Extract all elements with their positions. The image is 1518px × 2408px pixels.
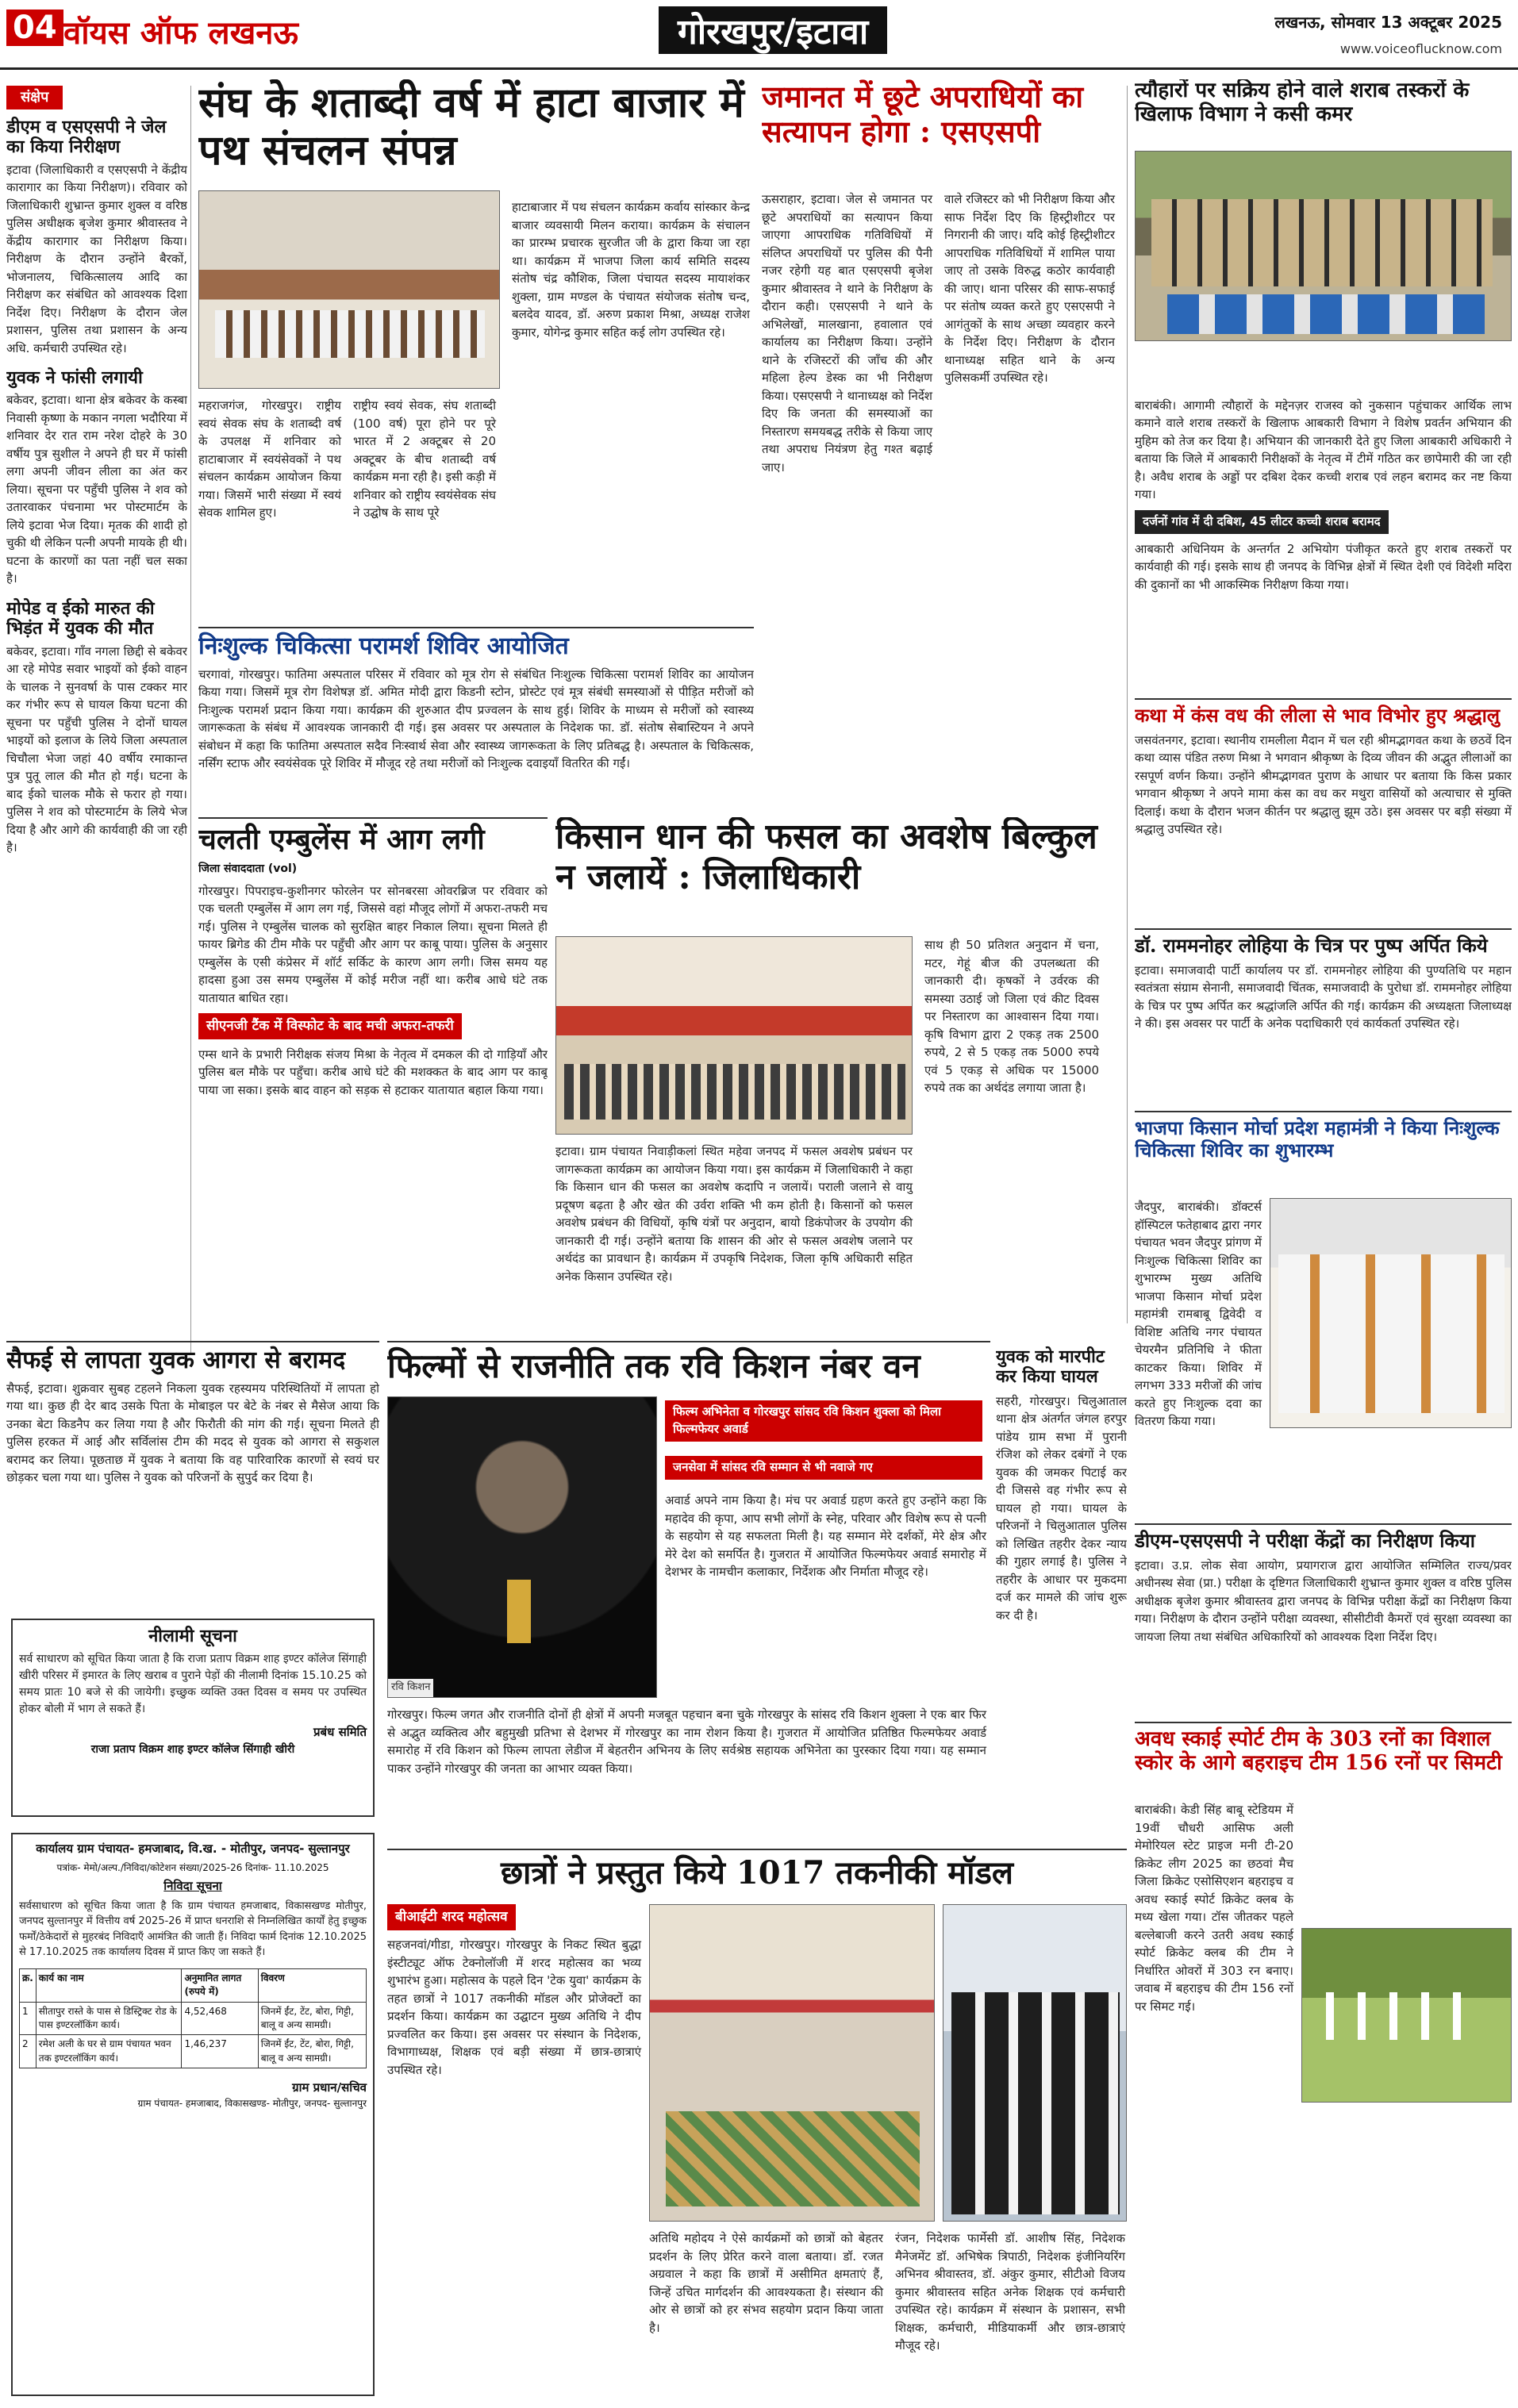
section-rule bbox=[1135, 928, 1512, 930]
farmers-meeting-photo bbox=[555, 936, 913, 1135]
table-row bbox=[20, 2002, 367, 2035]
bjp-headline: भाजपा किसान मोर्चा प्रदेश महामंत्री ने किया निःशुल्क चिकित्सा शिविर का शुभारम्भ bbox=[1135, 1116, 1500, 1162]
paper-name: वॉयस ऑफ लखनऊ bbox=[63, 14, 298, 52]
missing-youth-story bbox=[6, 1341, 379, 1611]
liquor-headline: त्यौहारों पर सक्रिय होने वाले शराब तस्करों के खिलाफ विभाग ने कसी कमर bbox=[1135, 79, 1470, 126]
section-rule bbox=[198, 817, 548, 819]
table-cell: 1,46,237 bbox=[182, 2035, 258, 2068]
ambulance-text: गोरखपुर। पिपराइच-कुशीनगर फोरलेन पर सोनबरसा ओवरब्रिज पर रविवार को एक चलती एम्बुलेंस में आग लग गई, जिससे वहां मौजूद लोगों में अफरा-तफरी मच गई। पुलिस ने एम्बुलेंस चालक को सुरक्षित बाहर निकाल लिया। सूचना मिलते ही फायर ब्रिगेड की टीम मौके पर पहुँची और आग पर काबू पाया। पुलिस के अनुसार एम्बुलेंस के एसी कंप्रेसर में शॉर्ट सर्किट के कारण आग लगी। जिस समय यह हादसा हुआ उस समय एम्बुलेंस में कोई मरीज नहीं था। करीब आधे घंटे तक यातायात बाधित रहा। bbox=[198, 883, 548, 1005]
section-rule bbox=[387, 1849, 1127, 1850]
bail-headline: जमानत में छूटे अपराधियों का सत्यापन होगा : एसएसपी bbox=[762, 79, 1084, 149]
table-cell: 4,52,468 bbox=[182, 2002, 258, 2035]
ravi-text: अवार्ड अपने नाम किया है। मंच पर अवार्ड ग्रहण करते हुए उन्होंने कहा कि महादेव की कृपा, आप सभी लोगों के स्नेह, परिवार और विशेष रूप से पत्नी के सहयोग से यह सफलता मिली है। यह सम्मान मेरे दर्शकों, मेरे क्षेत्र और मेरे देश को समर्पित है। गुजरात में आयोजित फिल्मफेयर अवार्ड समारोह में देशभर के नामचीन कलाकार, निर्देशक और निर्माता मौजूद रहे। bbox=[665, 1493, 986, 1579]
tender-office: कार्यालय ग्राम पंचायत- हमजाबाद, वि.ख. - मोतीपुर, जनपद- सुल्तानपुर bbox=[36, 1842, 350, 1856]
ravi-kishan-story bbox=[387, 1341, 990, 1841]
ravi-kishan-photo bbox=[387, 1396, 657, 1698]
liquor-text: आबकारी अधिनियम के अन्तर्गत 2 अभियोग पंजीकृत करते हुए शराब तस्करों पर कार्यवाही की गई। इसके साथ ही जनपद के विभिन्न क्षेत्रों में स्थित देशी एवं विदेशी मदिरा की दुकानों का भी आकस्मिक निरीक्षण किया गया। bbox=[1135, 541, 1512, 592]
inspection-text: इटावा। उ.प्र. लोक सेवा आयोग, प्रयागराज द्वारा आयोजित सम्मिलित राज्य/प्रवर अधीनस्थ सेवा (प्रा.) परीक्षा के दृष्टिगत जिलाधिकारी शुभ्रान्त कुमार शुक्ल व वरिष्ठ पुलिस अधीक्षक बृजेश कुमार श्रीवास्तव द्वारा जनपद के विभिन्न परीक्षा केंद्रों का निरीक्षण किया गया। निरीक्षण के दौरान उन्होंने परीक्षा व्यवस्था, सीसीटीवी कैमरों एवं सुरक्षा व्यवस्था का जायजा लिया तथा संबंधित अधिकारियों को आवश्यक दिशा निर्देश दिए। bbox=[1135, 1557, 1512, 1644]
lead-text: महराजगंज, गोरखपुर। राष्ट्रीय स्वयं सेवक संघ के शताब्दी वर्ष के उपलक्ष में शनिवार को हाटाबाजार में स्वयंसेवकों ने पथ संचलन कार्यक्रम आयोजन किया गया। जिसमें भारी संख्या में स्वयं सेवक शामिल हुए। bbox=[198, 398, 341, 520]
farmers-text: इटावा। ग्राम पंचायत निवाड़ीकलां स्थित महेवा जनपद में फसल अवशेष प्रबंधन पर जागरूकता कार्यक्रम का आयोजन किया गया। इस कार्यक्रम में जिलाधिकारी ने कहा कि किसान धान की फसल का अवशेष कदापि न जलायें। पराली जलाने से वायु प्रदूषण बढ़ता है और खेत की उर्वरा शक्ति भी कम होती है। किसानों को फसल अवशेष प्रबंधन की विधियों, कृषि यंत्रों पर अनुदान, बायो डिकंपोजर के उपयोग की जानकारी दी गई। उन्होंने बताया कि शासन की ओर से फसल अवशेष जलाने पर अर्थदंड का प्रावधान है। कार्यक्रम में उपकृषि निदेशक, जिला कृषि अधिकारी सहित अनेक किसान उपस्थित रहे। bbox=[555, 1144, 913, 1284]
faculty-group bbox=[951, 1992, 1120, 2214]
notice-title: नीलामी सूचना bbox=[148, 1626, 237, 1646]
bjp-text: जैदपुर, बाराबंकी। डॉक्टर्स हॉस्पिटल फतेहाबाद द्वारा नगर पंचायत भवन जैदपुर प्रांगण में निःशुल्क चिकित्सा शिविर का शुभारम्भ मुख्य अतिथि भाजपा किसान मोर्चा प्रदेश महामंत्री रामबाबू द्विवेदी व विशिष्ट अतिथि नगर पंचायत चेयरमैन प्रतिनिधि ने फीता काटकर किया। शिविर में लगभग 333 मरीजों की जांच करते हुए निःशुल्क दवा का वितरण किया गया। bbox=[1135, 1200, 1262, 1428]
camp-text: चरगावां, गोरखपुर। फातिमा अस्पताल परिसर में रविवार को मूत्र रोग से संबंधित निःशुल्क चिकित्सा परामर्श शिविर का आयोजन किया गया। जिसमें मूत्र रोग विशेषज्ञ डॉ. अमित मोदी द्वारा किडनी स्टोन, प्रोस्टेट एवं मूत्र संबंधी समस्याओं से पीड़ित मरीजों को निःशुल्क परामर्श प्रदान किया गया। कार्यक्रम की शुरुआत दीप प्रज्वलन के साथ हुई। शिविर के माध्यम से मरीजों को स्वास्थ्य जागरूकता के संबंध में आवश्यक जानकारी दी गई। इस अवसर पर अस्पताल के निदेशक फा. डॉ. संतोष सेबास्टियन ने अपने संबोधन में कहा कि फातिमा अस्पताल सदैव निःस्वार्थ सेवा और स्वास्थ्य जागरूकता के लिए प्रतिबद्ध है। अस्पताल के चिकित्सक, नर्सिंग स्टाफ और स्वयंसेवक पूरे शिविर में मौजूद रहे तथा मरीजों को निःशुल्क दवाइयाँ वितरित की गईं। bbox=[198, 666, 754, 770]
students-story bbox=[387, 1849, 1127, 2396]
students-headline: छात्रों ने प्रस्तुत किये 1017 तकनीकी मॉडल bbox=[500, 1854, 1014, 1891]
students-text: अतिथि महोदय ने ऐसे कार्यक्रमों को छात्रों को बेहतर प्रदर्शन के लिए प्रेरित करने वाला बताया। डॉ. रजत अग्रवाल ने कहा कि छात्रों में असीमित क्षमताएं हैं, जिन्हें उचित मार्गदर्शन की आवश्यकता है। संस्थान की ओर से छात्रों को हर संभव सहयोग प्रदान किया जाता है। bbox=[649, 2231, 883, 2335]
section-rule bbox=[1135, 698, 1512, 700]
cricket-story bbox=[1135, 1722, 1512, 2396]
column-divider bbox=[1127, 86, 1128, 1323]
kans-headline: कथा में कंस वध की लीला से भाव विभोर हुए श्रद्धालु bbox=[1135, 704, 1501, 727]
cricket-text: बाराबंकी। केडी सिंह बाबू स्टेडियम में 19वीं चौधरी आसिफ अली मेमोरियल स्टेट प्राइज मनी टी-20 क्रिकेट लीग 2025 का छठवां मैच जिला क्रिकेट एसोसिएशन बहराइच व अवध स्काई स्पोर्ट क्रिकेट क्लब के मध्य खेला गया। टॉस जीतकर पहले बल्लेबाजी करने उतरी अवध स्काई स्पोर्ट क्रिकेट क्लब की टीम ने निर्धारित ओवरों में 303 रन बनाए। जवाब में बहराइच की टीम 156 रनों पर सिमट गई। bbox=[1135, 1803, 1293, 2014]
column-divider bbox=[190, 86, 191, 1355]
marching-volunteers bbox=[215, 310, 485, 358]
dateline: लखनऊ, सोमवार 13 अक्टूबर 2025 bbox=[1274, 13, 1502, 32]
edition-title: गोरखपुर/इटावा bbox=[659, 6, 887, 54]
brief-text: बकेवर, इटावा। थाना क्षेत्र बकेवर के कस्बा निवासी कृष्णा के मकान नगला भदौरिया में शनिवार देर रात राम नरेश दोहरे के 30 वर्षीय पुत्र सुशील ने अपने ही घर में फांसी लगा अपनी जीवन लीला का अंत कर लिया। सूचना पर पहुँची पुलिस ने शव को उतारवाकर पंचनामा भर पोस्टमार्टम के लिये इटावा भेज दिया। मृतक की शादी हो चुकी थी लेकिन पत्नी अपनी मायके ही थी। घटना के कारणों का पता नहीं चल सका है। bbox=[6, 393, 187, 586]
farmers-story bbox=[555, 817, 1103, 1325]
inspection-headline: डीएम-एसएसपी ने परीक्षा केंद्रों का निरीक्षण किया bbox=[1135, 1529, 1475, 1552]
notice-org: राजा प्रताप विक्रम शाह इण्टर कॉलेज सिंगाही खीरी bbox=[90, 1743, 295, 1757]
website-link[interactable]: www.voiceoflucknow.com bbox=[1339, 41, 1502, 56]
notice-sign: प्रबंध समिति bbox=[313, 1725, 367, 1740]
table-cell: सीतापुर रास्ते के पास से डिस्ट्रिक्ट रोड के पास इण्टरलॉकिंग कार्य। bbox=[36, 2002, 182, 2035]
section-rule bbox=[6, 1341, 379, 1342]
table-cell: 2 bbox=[20, 2035, 37, 2068]
ravi-text: गोरखपुर। फिल्म जगत और राजनीति दोनों ही क्षेत्रों में अपनी मजबूत पहचान बना चुके गोरखपुर के सांसद रवि किशन शुक्ला ने एक बार फिर से अद्भुत व्यक्तित्व और बहुमुखी प्रतिभा से देशभर में गोरखपुर का नाम रोशन किया है। गुजरात में आयोजित प्रतिष्ठित फिल्मफेयर अवार्ड समारोह में रवि किशन को फिल्म लापता लेडीज में बेहतरीन अभिनय के लिए सर्वश्रेष्ठ सहायक अभिनेता का पुरस्कार दिया गया। यह सम्मान पाकर उन्होंने गोरखपुर की जनता का आभार व्यक्त किया। bbox=[387, 1707, 986, 1776]
liquor-subhead: दर्जनों गांव में दी दबिश, 45 लीटर कच्ची शराब बरामद bbox=[1135, 510, 1389, 534]
camp-headline: निःशुल्क चिकित्सा परामर्श शिविर आयोजित bbox=[198, 632, 569, 660]
bail-text: ऊसराहार, इटावा। जेल से जमानत पर छूटे अपराधियों का सत्यापन किया जाएगा आपराधिक गतिविधियों में संलिप्त अपराधियों पर पुलिस की पैनी नजर रहेगी यह बात एसएसपी बृजेश कुमार श्रीवास्तव ने थाने के निरीक्षण के दौरान कही। एसएसपी ने थाने के अभिलेखों, मालखाना, हवालात एवं कार्यालय का निरीक्षण किया। उन्होंने थाने के रजिस्टरों की जाँच की और महिला हेल्प डेस्क का भी निरीक्षण किया। एसएसपी ने थानाध्यक्ष को निर्देश दिए कि जनता की समस्याओं का निस्तारण समयबद्ध तरीके से किया जाए तथा अपराध नियंत्रण हेतु गश्त बढ़ाई जाए। bbox=[762, 192, 932, 474]
section-rule bbox=[1135, 1722, 1512, 1723]
section-rule bbox=[1135, 1523, 1512, 1525]
section-rule bbox=[387, 1341, 990, 1342]
lead-text: हाटाबाजार में पथ संचलन कार्यक्रम कर्वाय सांस्कार केन्द्र बाजार व्यवसायी मिलन कराया। कार्यक्रम के संचालन का प्रारम्भ प्रचारक सुरजीत जी के द्वारा किया जा रहा था। कार्यक्रम में भाजपा जिला कार्य समिति सदस्य संतोष चंद्र कौशिक, जिला पंचायत सदस्य मायाशंकर शुक्ला, ग्राम मण्डल के पंचायत संयोजक संतोष चन्द, बलदेव यादव, डॉ. अरुण प्रकाश मिश्रा, अध्यक्ष राजेश कुमार, योगेन्द्र कुमार सहित कई लोग उपस्थित रहे। bbox=[512, 200, 750, 340]
section-rule bbox=[1135, 1111, 1512, 1112]
lead-headline: संघ के शताब्दी वर्ष में हाटा बाजार में पथ संचलन संपन्न bbox=[198, 79, 744, 175]
brief-column bbox=[6, 86, 187, 1260]
cricket-match-photo bbox=[1301, 1928, 1512, 2103]
ambulance-byline: जिला संवाददाता (vol) bbox=[198, 862, 298, 876]
table-cell: जिनमें ईंट, टेंट, बोरा, गिट्टी, बालू व अन्य सामग्री। bbox=[258, 2002, 366, 2035]
table-cell: रमेश अली के घर से ग्राम पंचायत भवन तक इण्टरलॉकिंग कार्य। bbox=[36, 2035, 182, 2068]
lohia-story bbox=[1135, 928, 1512, 1111]
lead-text: राष्ट्रीय स्वयं सेवक, संघ शताब्दी (100 वर्ष) पूरा होने पर पूरे भारत में 2 अक्टूबर से 20 अक्टूबर के बीच शताब्दी वर्ष कार्यक्रम मना रही है। इसी कड़ी में शनिवार को राष्ट्रीय स्वयंसेवक संघ ने उद्घोष के साथ पूरे bbox=[353, 398, 496, 520]
ribbon-cutting-photo bbox=[1270, 1198, 1512, 1428]
farmers-text: साथ ही 50 प्रतिशत अनुदान में चना, मटर, गेहूं बीज की उपलब्धता की जानकारी दी। कृषकों ने उर्वरक की समस्या उठाई जो जिला एवं कीट दिवस पर निस्तारण का आश्वासन दिया गया। कृषि विभाग द्वारा 2 एकड़ तक 2500 रुपये, 2 से 5 एकड़ तक 5000 रुपये एवं 5 एकड़ से अधिक पर 15000 रुपये तक का अर्थदंड लगाया जाता है। bbox=[924, 938, 1099, 1095]
students-tag: बीआईटी शरद महोत्सव bbox=[387, 1904, 516, 1930]
brief-tag: संक्षेप bbox=[6, 86, 63, 109]
trophy bbox=[507, 1580, 531, 1643]
farmers-headline: किसान धान की फसल का अवशेष बिल्कुल न जलायें : जिलाधिकारी bbox=[555, 817, 1097, 897]
seized-containers bbox=[1167, 294, 1485, 334]
tender-subject: निविदा सूचना bbox=[163, 1879, 222, 1894]
brief-headline: युवक ने फांसी लगायी bbox=[6, 367, 143, 389]
inspection-story bbox=[1135, 1523, 1512, 1722]
bjp-camp-story bbox=[1135, 1111, 1512, 1523]
assault-headline: युवक को मारपीट कर किया घायल bbox=[996, 1346, 1105, 1388]
table-row bbox=[20, 2035, 367, 2068]
bail-story bbox=[762, 79, 1119, 809]
model-display bbox=[666, 2111, 920, 2206]
tech-expo-photo-2 bbox=[943, 1904, 1127, 2222]
brief-text: बकेवर, इटावा। गाँव नगला छिद्दी से बकेवर आ रहे मोपेड सवार भाइयों को ईको वाहन के चालक ने सुनवर्षा के पास टक्कर मार कर गंभीर रूप से घायल किया घटना की सूचना पर पहुँची पुलिस ने दोनों घायल भाइयों को इलाज के लिये जिला अस्पताल चिचौला भेजा जहां 40 वर्षीय रमाकान्त पुत्र पुतू लाल की मौत हो गई। घटना के बाद ईको चालक मौके से फरार हो गया। पुलिस ने शव को पोस्टमार्टम के लिये भेज दिया है और आगे की कार्यवाही की जा रही है। bbox=[6, 643, 187, 855]
tender-signatory: ग्राम प्रधान/सचिव bbox=[292, 2080, 367, 2095]
bail-text: वाले रजिस्टर को भी निरीक्षण किया और साफ निर्देश दिए कि हिस्ट्रीशीटर पर निगरानी की जाए। यदि कोई हिस्ट्रीशीटर आपराधिक गतिविधियों में शामिल पाया जाए तो उसके विरुद्ध कठोर कार्यवाही की जाए। थाना परिसर की साफ-सफाई पर संतोष व्यक्त करते हुए एसएसपी ने आगंतुकों के साथ अच्छा व्यवहार करने के निर्देश दिए। निरीक्षण के दौरान थानाध्यक्ष सहित थाने के अन्य पुलिसकर्मी उपस्थित रहे। bbox=[944, 192, 1115, 385]
students-text: सहजनवां/गीडा, गोरखपुर। गोरखपुर के निकट स्थित बुद्धा इंस्टीट्यूट ऑफ टेक्नोलॉजी में शरद महोत्सव का भव्य शुभारंभ हुआ। महोत्सव के पहले दिन 'टेक युवा' कार्यक्रम के तहत छात्रों ने 1017 तकनीकी मॉडल और प्रोजेक्टों का प्रदर्शन किया। कार्यक्रम का उद्घाटन मुख्य अतिथि ने दीप प्रज्वलित कर किया। इस अवसर पर संस्थान के निदेशक, विभागाध्यक्ष, शिक्षक एवं बड़ी संख्या में छात्र-छात्राएं उपस्थित रहे। bbox=[387, 1938, 641, 2077]
tech-expo-photo-1 bbox=[649, 1904, 935, 2222]
ravi-bullet: जनसेवा में सांसद रवि सम्मान से भी नवाजे गए bbox=[665, 1456, 982, 1480]
brief-text: इटावा (जिलाधिकारी व एसएसपी ने केंद्रीय कारागार का किया निरीक्षण)। रविवार को जिलाधिकारी शुभ्रान्त कुमार शुक्ल व वरिष्ठ पुलिस अधीक्षक बृजेश कुमार श्रीवास्तव ने केंद्रीय कारागार का निरीक्षण किया। निरीक्षण के दौरान उन्होंने बैरकों, भोजनालय, चिकित्सालय आदि का निरीक्षण कर संबंधित को आवश्यक दिशा निर्देश दिए। निरीक्षण के दौरान जेल प्रशासन, पुलिस तथा प्रशासन के अन्य अधि. कर्मचारी उपस्थित रहे। bbox=[6, 162, 187, 355]
ravi-headline: फिल्मों से राजनीति तक रवि किशन नंबर वन bbox=[387, 1346, 920, 1385]
tender-signatory-address: ग्राम पंचायत- हमजाबाद, विकासखण्ड- मोतीपुर, जनपद- सुल्तानपुर bbox=[137, 2097, 367, 2109]
officers-row bbox=[1151, 199, 1493, 286]
section-rule bbox=[198, 627, 754, 628]
fielders bbox=[1326, 1992, 1485, 2040]
table-header: कार्य का नाम bbox=[36, 1968, 182, 2002]
medical-camp-story bbox=[198, 627, 754, 817]
lohia-headline: डॉ. राममनोहर लोहिया के चित्र पर पुष्प अर्पित किये bbox=[1135, 934, 1488, 957]
page-number: 04 bbox=[6, 10, 63, 46]
table-cell: जिनमें ईंट, टेंट, बोरा, गिट्टी, बालू व अन्य सामग्री। bbox=[258, 2035, 366, 2068]
brief-headline: डीएम व एसएसपी ने जेल का किया निरीक्षण bbox=[6, 117, 167, 158]
lohia-text: इटावा। समाजवादी पार्टी कार्यालय पर डॉ. राममनोहर लोहिया की पुण्यतिथि पर महान स्वतंत्रता संग्राम सेनानी, समाजवादी चिंतक, समाजवादी के पुरोधा डॉ. राममनोहर लोहिया के चित्र पर पुष्प अर्पित कर श्रद्धांजलि अर्पित की गई। कार्यक्रम की अध्यक्षता जिलाध्यक्ष ने की। इस अवसर पर पार्टी के अनेक पदाधिकारी एवं कार्यकर्ता उपस्थित रहे। bbox=[1135, 962, 1512, 1031]
dignitaries bbox=[1278, 1254, 1505, 1413]
students-text: रंजन, निदेशक फार्मेसी डॉ. आशीष सिंह, निदेशक मैनेजमेंट डॉ. अभिषेक त्रिपाठी, निदेशक इंजीनियरिंग अभिनव श्रीवास्तव, डॉ. अंकुर कुमार, सीटीओ विजय कुमार श्रीवास्तव सहित अनेक शिक्षक एवं कर्मचारी उपस्थित रहे। कार्यक्रम में संस्थान के प्रशासन, सभी शिक्षक, कर्मचारी, मीडियाकर्मी और छात्र-छात्राएं मौजूद रहे। bbox=[895, 2231, 1125, 2352]
assault-text: सहरी, गोरखपुर। चिलुआताल थाना क्षेत्र अंतर्गत जंगल हरपुर पांडेय ग्राम सभा में पुरानी रंजिश को लेकर दबंगों ने एक युवक की जमकर पिटाई कर दी जिससे वह गंभीर रूप से घायल हो गया। घायल के परिजनों ने चिलुआताल पुलिस को लिखित तहरीर देकर न्याय की गुहार लगाई है। पुलिस ने तहरीर के आधार पर मुकदमा दर्ज कर मामले की जांच शुरू कर दी है। bbox=[996, 1393, 1127, 1623]
ambulance-pull-quote: सीएनजी टैंक में विस्फोट के बाद मची अफरा-तफरी bbox=[198, 1013, 462, 1039]
missing-headline: सैफई से लापता युवक आगरा से बरामद bbox=[6, 1346, 346, 1374]
lead-story bbox=[198, 79, 754, 627]
ambulance-headline: चलती एम्बुलेंस में आग लगी bbox=[198, 823, 485, 856]
tender-notice bbox=[11, 1833, 375, 2396]
notice-text: सर्व साधारण को सूचित किया जाता है कि राजा प्रताप विक्रम शाह इण्टर कॉलेज सिंगाही खीरी परिसर में इमारत के लिए खराब व पुराने पेड़ों की नीलामी दिनांक 15.10.25 को समय प्रातः 10 बजे से की जायेगी। इच्छुक व्यक्ति उक्त दिवस व समय पर उपस्थित होकर बोली में भाग ले सकते हैं। bbox=[19, 1653, 367, 1716]
raid-team-photo bbox=[1135, 151, 1512, 341]
ravi-bullet: फिल्म अभिनेता व गोरखपुर सांसद रवि किशन शुक्ला को मिला फिल्मफेयर अवार्ड bbox=[665, 1400, 982, 1442]
ambulance-text: एम्स थाने के प्रभारी निरीक्षक संजय मिश्रा के नेतृत्व में दमकल की दो गाड़ियाँ और पुलिस बल मौके पर पहुँचा। करीब आधे घंटे की मशक्कत के बाद आग पर काबू पाया जा सका। इसके बाद वाहन को सड़क से हटाकर यातायात बहाल किया गया। bbox=[198, 1047, 548, 1097]
kans-story bbox=[1135, 698, 1512, 928]
liquor-story bbox=[1135, 79, 1512, 698]
auction-notice bbox=[11, 1619, 375, 1817]
brief-headline: मोपेड व ईको मारुत की भिड़ंत में युवक की मौत bbox=[6, 597, 155, 639]
liquor-text: बाराबंकी। आगामी त्यौहारों के मद्देनज़र राजस्व को नुकसान पहुंचाकर आर्थिक लाभ कमाने वाले शराब तस्करों के खिलाफ आबकारी विभाग ने विशेष प्रवर्तन अभियान की मुहिम को तेज कर दिया है। अभियान की जानकारी देते हुए जिला आबकारी अधिकारी ने बताया कि जिले में आबकारी निरीक्षकों के नेतृत्व में टीमें गठित कर छापेमारी की जा रही है। अवैध शराब के अड्डों पर दबिश देकर कच्ची शराब एवं लहन बरामद कर नष्ट किया गया। bbox=[1135, 397, 1512, 502]
tender-text: सर्वसाधारण को सूचित किया जाता है कि ग्राम पंचायत हमजाबाद, विकासखण्ड मोतीपुर, जनपद सुल्तानपुर में वित्तीय वर्ष 2025-26 में प्राप्त धनराशि से निम्नलिखित कार्यों हेतु इच्छुक फर्मों/ठेकेदारों से मुहरबंद निविदाएँ आमंत्रित की जाती हैं। निविदा फार्म दिनांक 12.10.2025 से 17.10.2025 तक कार्यालय दिवस में प्राप्त किए जा सकते हैं। bbox=[19, 1899, 367, 1959]
assault-story bbox=[996, 1341, 1127, 1841]
table-header: विवरण bbox=[258, 1968, 366, 2002]
missing-text: सैफई, इटावा। शुक्रवार सुबह टहलने निकला युवक रहस्यमय परिस्थितियों में लापता हो गया था। कुछ ही देर बाद उसके पिता के मोबाइल पर बेटे के नंबर से मैसेज आया कि उनका बेटा किडनैप कर लिया गया है और फिरौती की मांग की गई। सूचना मिलते ही पुलिस हरकत में आई और सर्विलांस टीम की मदद से युवक को आगरा से सकुशल बरामद कर लिया। पूछताछ में युवक ने बताया कि वह पारिवारिक कारणों से स्वयं घर छोड़कर चला गया था। पुलिस ने युवक को परिजनों के सुपुर्द कर दिया है। bbox=[6, 1381, 379, 1484]
table-header: क्र. bbox=[20, 1968, 37, 2002]
ambulance-story bbox=[198, 817, 548, 1325]
tender-ref: पत्रांक- मेमो/अल्प./निविदा/कोटेशन संख्या/2025-26 दिनांक- 11.10.2025 bbox=[56, 1861, 329, 1873]
tender-table bbox=[19, 1968, 367, 2068]
table-header: अनुमानित लागत (रुपये में) bbox=[182, 1968, 258, 2002]
kans-text: जसवंतनगर, इटावा। स्थानीय रामलीला मैदान में चल रही श्रीमद्भागवत कथा के छठवें दिन कथा व्यास पंडित तरुण मिश्रा ने भगवान श्रीकृष्ण के दिव्य जीवन की अद्भुत लीलाओं का रसपूर्ण वर्णन किया। उन्होंने श्रीमद्भागवत पुराण के आधार पर बताया कि किस प्रकार भगवान श्रीकृष्ण ने अपने मामा कंस का वध कर मथुरा वासियों को अत्याचार से मुक्ति दिलाई। कथा के दौरान भजन कीर्तन पर श्रद्धालु झूम उठे। इस अवसर पर बड़ी संख्या में श्रद्धालु उपस्थित रहे। bbox=[1135, 732, 1512, 837]
cricket-headline: अवध स्काई स्पोर्ट टीम के 303 रनों का विशाल स्कोर के आगे बहराइच टीम 156 रनों पर सिमटी bbox=[1135, 1727, 1502, 1775]
rss-march-photo bbox=[198, 190, 500, 389]
seated-crowd bbox=[564, 1064, 905, 1120]
table-cell: 1 bbox=[20, 2002, 37, 2035]
masthead bbox=[0, 0, 1518, 70]
photo-caption: रवि किशन bbox=[388, 1679, 433, 1697]
